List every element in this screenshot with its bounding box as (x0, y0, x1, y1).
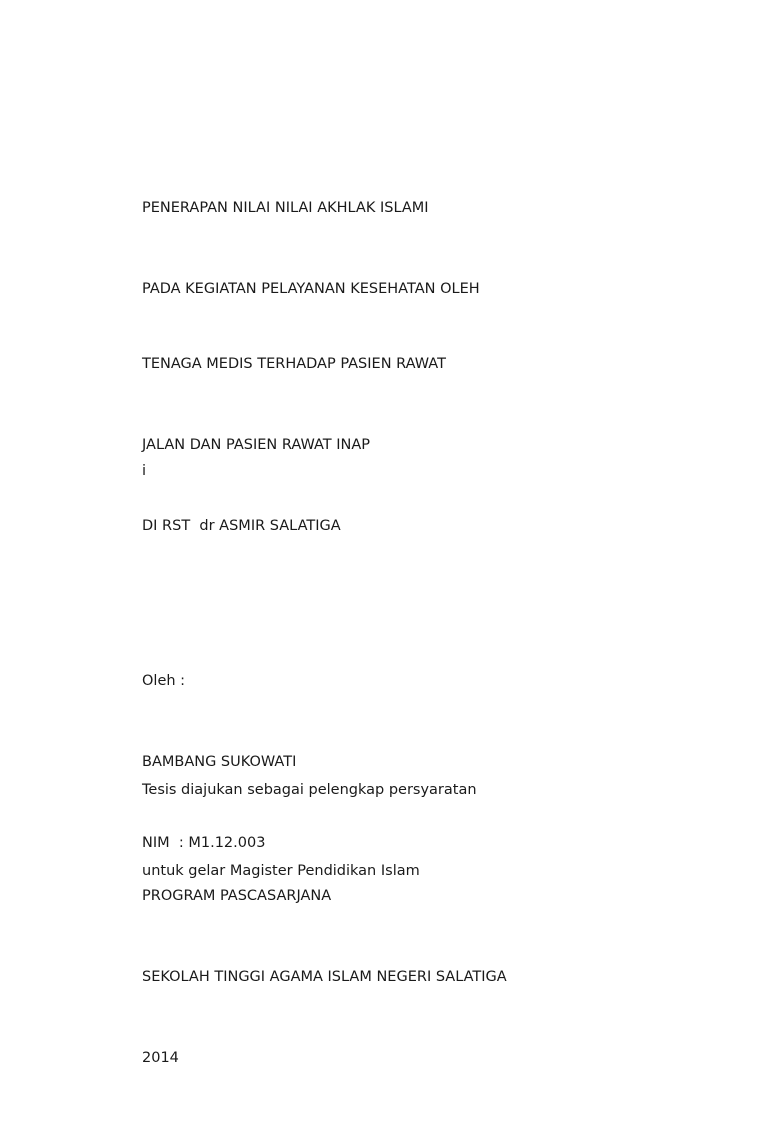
institution-section (142, 829, 507, 1126)
title-line-2: PADA KEGIATAN PELAYANAN KESEHATAN OLEH (142, 281, 480, 297)
institution-year: 2014 (142, 1050, 179, 1066)
title-line-1: PENERAPAN NILAI NILAI AKHLAK ISLAMI (142, 200, 429, 216)
subtitle-line-1: TENAGA MEDIS TERHADAP PASIEN RAWAT (142, 356, 446, 372)
institution-program: PROGRAM PASCASARJANA (142, 888, 332, 904)
page-number-text: i (142, 463, 147, 479)
purpose-line-2: untuk gelar Magister Pendidikan Islam (142, 863, 420, 879)
page-number (142, 404, 160, 539)
subtitle-line-3: DI RST dr ASMIR SALATIGA (142, 518, 341, 534)
institution-school: SEKOLAH TINGGI AGAMA ISLAM NEGERI SALATIGA (142, 969, 507, 985)
author-name: BAMBANG SUKOWATI (142, 754, 297, 770)
thesis-subtitle (142, 297, 446, 594)
author-nim: NIM : M1.12.003 (142, 835, 266, 851)
subtitle-line-2: JALAN DAN PASIEN RAWAT INAP (142, 437, 371, 453)
author-by-label: Oleh : (142, 673, 186, 689)
purpose-line-1: Tesis diajukan sebagai pelengkap persyaratan (142, 782, 477, 798)
